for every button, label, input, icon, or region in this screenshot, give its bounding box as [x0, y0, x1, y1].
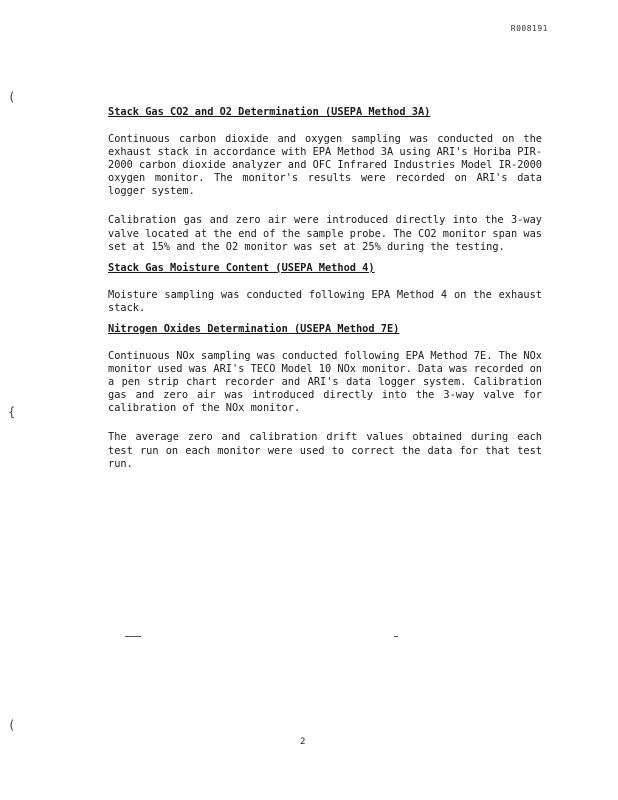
- paragraph: Continuous carbon dioxide and oxygen sampling was conducted on the exhaust stack in accordance with EPA Method 3A using ARI's Horiba PIR-2000 carbon dioxide analyzer and OFC Infrared Industries Model IR-2000 oxygen monitor. The monitor's results were recorded on ARI's data logger system.: [108, 133, 542, 198]
- document-id: R008191: [510, 24, 548, 33]
- section-heading-moisture: Stack Gas Moisture Content (USEPA Method 4): [108, 261, 375, 274]
- scan-artifact: [394, 636, 398, 637]
- page-number: 2: [300, 737, 306, 747]
- scan-artifact: [125, 636, 141, 637]
- document-body: [108, 106, 542, 487]
- paragraph: Moisture sampling was conducted following EPA Method 4 on the exhaust stack.: [108, 288, 542, 314]
- section-heading-nox: Nitrogen Oxides Determination (USEPA Method 7E): [108, 322, 400, 335]
- section-heading-co2-o2: Stack Gas CO2 and O2 Determination (USEPA Method 3A): [108, 106, 431, 118]
- paragraph: Calibration gas and zero air were introduced directly into the 3-way valve located at the end of the sample probe. The CO2 monitor span was set at 15% and the O2 monitor was set at 25% during the testing.: [108, 214, 542, 253]
- binding-mark-icon: (: [8, 718, 16, 732]
- paragraph: The average zero and calibration drift values obtained during each test run on each monitor were used to correct the data for that test run.: [108, 431, 542, 470]
- binding-mark-icon: {: [8, 405, 16, 419]
- paragraph: Continuous NOx sampling was conducted following EPA Method 7E. The NOx monitor used was ARI's TECO Model 10 NOx monitor. Data was recorded on a pen strip chart recorder and ARI's data logger system. Calibration gas and zero air was introduced directly into the 3-way valve for calibration of the NOx monitor.: [108, 349, 542, 415]
- binding-mark-icon: (: [8, 90, 16, 104]
